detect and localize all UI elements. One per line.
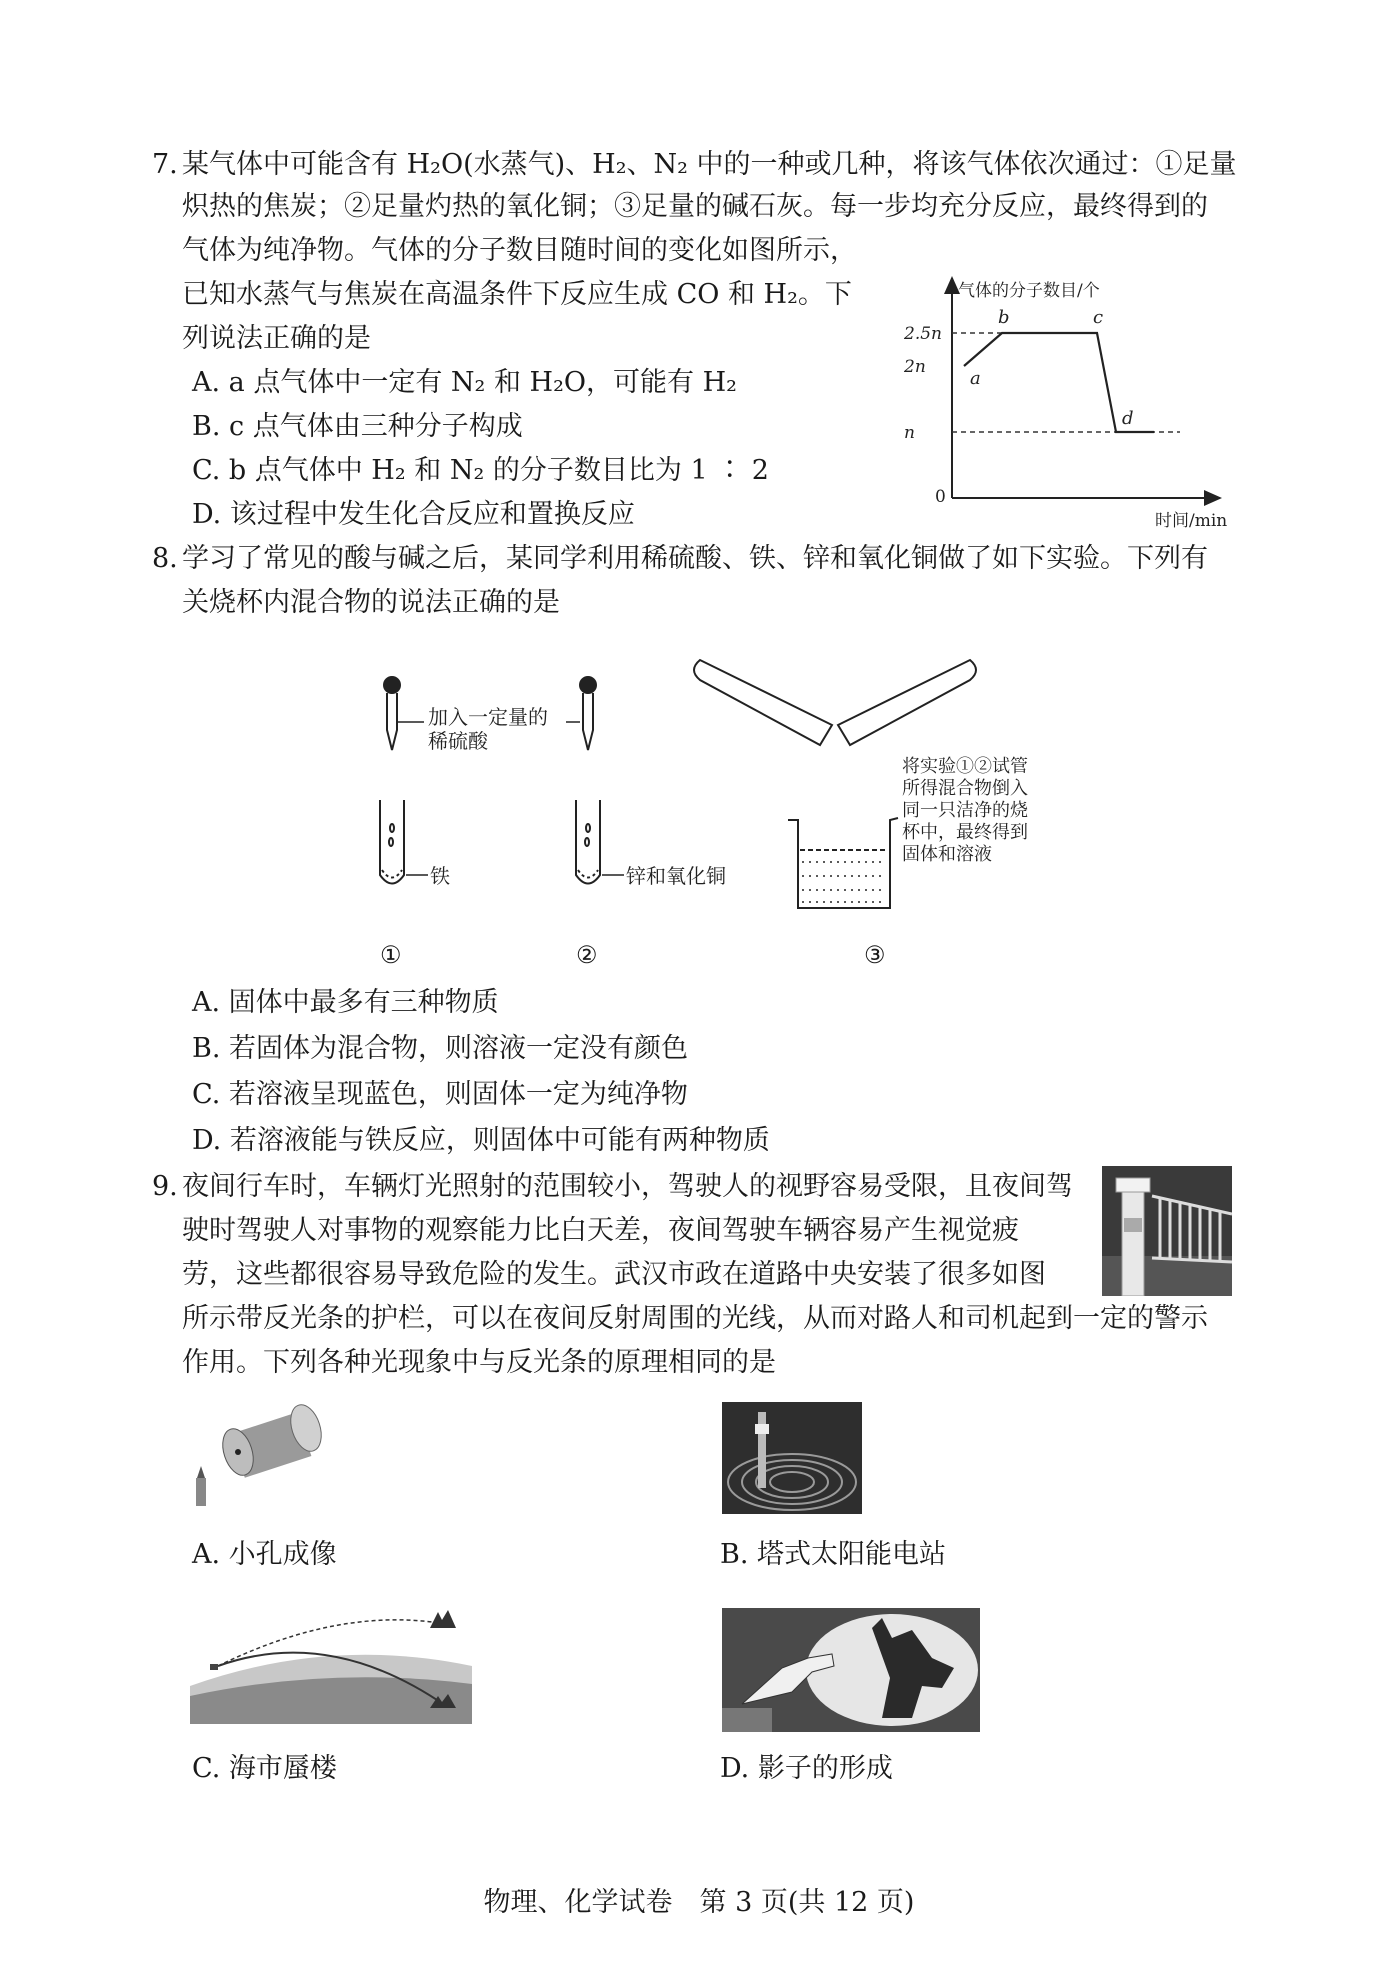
q7-option-a: A. a 点气体中一定有 N₂ 和 H₂O，可能有 H₂ bbox=[192, 367, 737, 398]
option-a-pinhole-figure bbox=[194, 1400, 329, 1510]
q7-line-2: 炽热的焦炭；②足量灼热的氧化铜；③足量的碱石灰。每一步均充分反应，最终得到的 bbox=[182, 191, 1208, 222]
q9-line-3: 劳，这些都很容易导致危险的发生。武汉市政在道路中央安装了很多如图 bbox=[182, 1259, 1046, 1290]
label-pour-2: 所得混合物倒入 bbox=[902, 778, 1028, 799]
q8-line-1: 学习了常见的酸与碱之后，某同学利用稀硫酸、铁、锌和氧化铜做了如下实验。下列有 bbox=[182, 543, 1208, 574]
q8-figure-num-3: ③ bbox=[864, 941, 886, 969]
label-pour-3: 同一只洁净的烧 bbox=[902, 800, 1028, 821]
tilted-tube-left bbox=[694, 660, 832, 745]
point-label: c bbox=[1093, 307, 1104, 328]
q9-line-4: 所示带反光条的护栏，可以在夜间反射周围的光线，从而对路人和司机起到一定的警示 bbox=[182, 1303, 1208, 1334]
point-label: b bbox=[998, 307, 1010, 328]
q8-option-a: A. 固体中最多有三种物质 bbox=[192, 987, 499, 1018]
label-acid: 稀硫酸 bbox=[428, 729, 488, 753]
q7-molecule-chart bbox=[880, 270, 1240, 530]
option-c-mirage-figure bbox=[190, 1606, 472, 1724]
option-b-solar-tower-figure bbox=[722, 1402, 862, 1514]
q7-line-5: 列说法正确的是 bbox=[182, 323, 371, 354]
q9-number: 9. bbox=[152, 1171, 178, 1202]
label-pour-5: 固体和溶液 bbox=[902, 844, 992, 865]
q9-line-1: 夜间行车时，车辆灯光照射的范围较小，驾驶人的视野容易受限，且夜间驾 bbox=[182, 1171, 1073, 1202]
page-footer: 物理、化学试卷 第 3 页(共 12 页) bbox=[483, 1887, 915, 1918]
guardrail-photo bbox=[1102, 1166, 1232, 1296]
dropper-2 bbox=[580, 677, 596, 750]
q8-option-c: C. 若溶液呈现蓝色，则固体一定为纯净物 bbox=[192, 1079, 688, 1110]
q9-line-5: 作用。下列各种光现象中与反光条的原理相同的是 bbox=[182, 1347, 776, 1378]
tilted-tube-right bbox=[838, 660, 976, 745]
q8-option-b: B. 若固体为混合物，则溶液一定没有颜色 bbox=[192, 1033, 689, 1064]
q9-option-b: B. 塔式太阳能电站 bbox=[720, 1539, 947, 1570]
y-tick-label: 2n bbox=[904, 357, 926, 377]
label-add: 加入一定量的 bbox=[428, 705, 548, 729]
q8-number: 8. bbox=[152, 543, 178, 574]
q8-figure-num-2: ② bbox=[576, 941, 598, 969]
q7-line-3: 气体为纯净物。气体的分子数目随时间的变化如图所示， bbox=[182, 235, 857, 266]
chart-x-label: 时间/min bbox=[1155, 511, 1228, 530]
dropper-1 bbox=[384, 677, 400, 750]
y-tick-label: 2.5n bbox=[904, 324, 942, 344]
q7-option-c: C. b 点气体中 H₂ 和 N₂ 的分子数目比为 1 ∶ 2 bbox=[192, 455, 769, 486]
q7-option-d: D. 该过程中发生化合反应和置换反应 bbox=[192, 499, 635, 530]
q8-line-2: 关烧杯内混合物的说法正确的是 bbox=[182, 587, 560, 618]
q7-number: 7. bbox=[152, 149, 178, 180]
q9-line-2: 驶时驾驶人对事物的观察能力比白天差，夜间驾驶车辆容易产生视觉疲 bbox=[182, 1215, 1019, 1246]
q9-option-a: A. 小孔成像 bbox=[192, 1539, 337, 1570]
label-iron: 铁 bbox=[430, 864, 450, 888]
point-label: d bbox=[1122, 408, 1134, 429]
q8-figure-num-1: ① bbox=[380, 941, 402, 969]
point-label: a bbox=[970, 368, 981, 389]
chart-origin-label: 0 bbox=[935, 487, 946, 507]
option-d-shadow-figure bbox=[722, 1608, 980, 1732]
q7-line-4: 已知水蒸气与焦炭在高温条件下反应生成 CO 和 H₂。下 bbox=[182, 279, 852, 310]
q7-line-1: 某气体中可能含有 H₂O(水蒸气)、H₂、N₂ 中的一种或几种，将该气体依次通过：①足量 bbox=[182, 149, 1237, 180]
q9-option-c: C. 海市蜃楼 bbox=[192, 1753, 337, 1784]
q8-option-d: D. 若溶液能与铁反应，则固体中可能有两种物质 bbox=[192, 1125, 770, 1156]
test-tube-1 bbox=[380, 800, 404, 884]
label-zn-cuo: 锌和氧化铜 bbox=[626, 864, 726, 888]
label-pour-4: 杯中，最终得到 bbox=[902, 822, 1028, 843]
beaker bbox=[788, 818, 898, 908]
chart-y-label: 气体的分子数目/个 bbox=[958, 281, 1100, 301]
y-tick-label: n bbox=[904, 423, 915, 443]
test-tube-2 bbox=[576, 800, 600, 884]
label-pour-1: 将实验①②试管 bbox=[902, 756, 1028, 777]
q9-option-d: D. 影子的形成 bbox=[720, 1753, 893, 1784]
q8-experiment-figure bbox=[370, 640, 1060, 910]
q7-option-b: B. c 点气体由三种分子构成 bbox=[192, 411, 523, 442]
